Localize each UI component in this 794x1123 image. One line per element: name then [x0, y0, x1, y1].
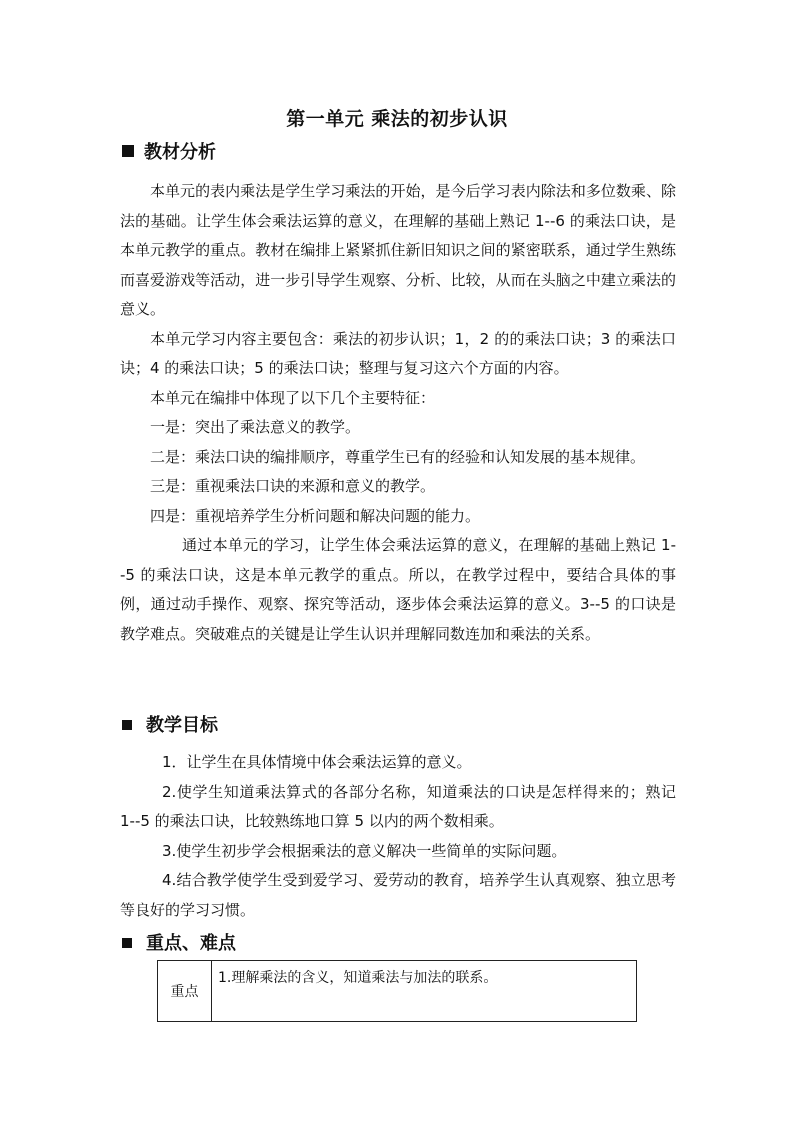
document-title: 第一单元 乘法的初步认识	[286, 108, 508, 130]
paragraph: 本单元的表内乘法是学生学习乘法的开始，是今后学习表内除法和多位数乘、除法的基础。让学生体会乘法运算的意义，在理解的基础上熟记 1--6 的乘法口诀，是本单元教学的重点。教材在编排上紧紧抓住新旧知识之间的紧密联系，通过学生熟练而喜爱游戏等活动，进一步引导学生观察、分析、比较，从而在头脑之中建立乘法的意义。	[120, 182, 676, 318]
paragraph: 本单元在编排中体现了以下几个主要特征：	[150, 388, 436, 407]
section-heading-analysis	[122, 138, 216, 164]
square-bullet-icon	[122, 145, 134, 157]
section-heading-key-points	[122, 929, 236, 955]
list-item: 1．让学生在具体情境中体会乘法运算的意义。	[162, 753, 472, 771]
section-heading-text: 教材分析	[144, 142, 216, 163]
paragraph: 三是：重视乘法口诀的来源和意义的教学。	[150, 477, 436, 495]
paragraph: 二是：乘法口诀的编排顺序，尊重学生已有的经验和认知发展的基本规律。	[150, 447, 646, 466]
section-heading-objectives	[122, 711, 218, 737]
table-content-cell: 1.理解乘法的含义，知道乘法与加法的联系。	[218, 970, 498, 986]
list-item: 4.结合教学使学生受到爱学习、爱劳动的教育，培养学生认真观察、独立思考等良好的学习习惯。	[120, 871, 676, 919]
section-heading-text: 重点、难点	[146, 933, 236, 954]
table-label-cell: 重点	[158, 961, 212, 1021]
paragraph: 本单元学习内容主要包含：乘法的初步认识；1，2 的的乘法口诀；3 的乘法口诀；4 的乘法口诀；5 的乘法口诀；整理与复习这六个方面的内容。	[120, 329, 676, 377]
section-heading-text: 教学目标	[146, 715, 218, 736]
square-bullet-icon	[122, 938, 132, 948]
paragraph: 一是：突出了乘法意义的教学。	[150, 418, 361, 436]
square-bullet-icon	[122, 720, 132, 730]
analysis-body	[120, 177, 676, 649]
paragraph: 通过本单元的学习，让学生体会乘法运算的意义，在理解的基础上熟记 1--5 的乘法口诀，这是本单元教学的重点。所以，在教学过程中，要结合具体的事例，通过动手操作、观察、探究等活动，逐步体会乘法运算的意义。3--5 的口诀是教学难点。突破难点的关键是让学生认识并理解同数连加和乘法的关系。	[120, 536, 676, 643]
objectives-list	[120, 748, 676, 925]
paragraph: 四是：重视培养学生分析问题和解决问题的能力。	[150, 506, 481, 525]
list-item: 3.使学生初步学会根据乘法的意义解决一些简单的实际问题。	[162, 841, 567, 860]
list-item: 2.使学生知道乘法算式的各部分名称，知道乘法的口诀是怎样得来的；熟记 1--5 的乘法口诀，比较熟练地口算 5 以内的两个数相乘。	[120, 782, 676, 830]
key-points-table	[157, 960, 637, 1022]
